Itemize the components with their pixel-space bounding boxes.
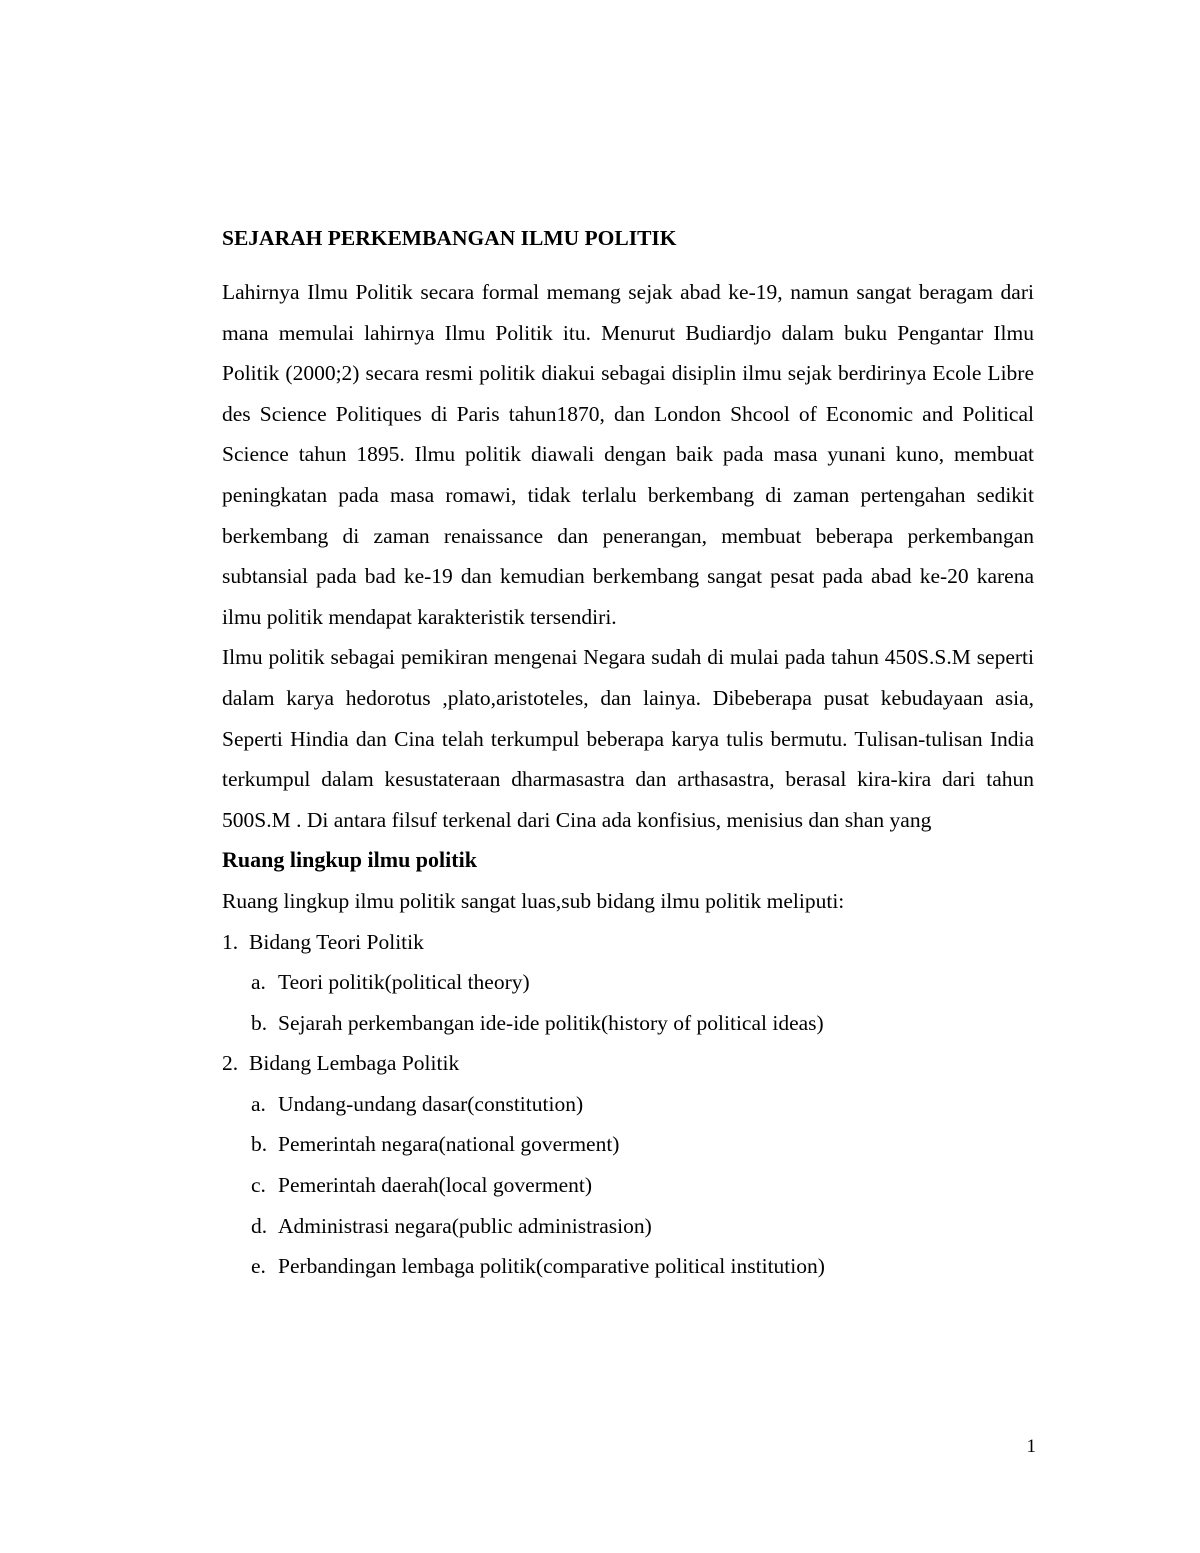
list-item-institutions xyxy=(222,1043,1034,1287)
section-intro: Ruang lingkup ilmu politik sangat luas,sub bidang ilmu politik meliputi: xyxy=(222,888,845,913)
sublist-letter: a. xyxy=(251,970,266,995)
sublist-theory xyxy=(222,962,1034,1043)
sublist-item xyxy=(251,1246,1034,1287)
sublist-item xyxy=(251,1124,1034,1165)
list-item-row xyxy=(222,1043,1034,1084)
list-item-label: Bidang Lembaga Politik xyxy=(249,1051,460,1076)
page-number: 1 xyxy=(1026,1436,1036,1457)
paragraph-thought: Ilmu politik sebagai pemikiran mengenai Negara sudah di mulai pada tahun 450S.S.M seperti dalam karya hedorotus ,plato,aristoteles, dan lainya. Dibeberapa pusat kebudayaan asia, Seperti Hindia dan Cina telah terkumpul beberapa karya tulis bermutu. Tulisan-tulisan India terkumpul dalam kesustateraan dharmasastra dan arthasastra, berasal kira-kira dari tahun 500S.M . Di antara filsuf terkenal dari Cina ada konfisius, menisius dan shan yang xyxy=(222,645,1034,832)
sublist-text: Pemerintah daerah(local goverment) xyxy=(278,1173,592,1198)
sublist-text: Undang-undang dasar(constitution) xyxy=(278,1091,584,1116)
sublist-text: Teori politik(political theory) xyxy=(278,970,530,995)
sublist-text: Pemerintah negara(national goverment) xyxy=(278,1132,620,1157)
sublist-item xyxy=(251,1084,1034,1125)
sublist-item xyxy=(251,962,1034,1003)
list-number: 1. xyxy=(222,929,239,954)
sublist-letter: c. xyxy=(251,1173,266,1198)
list-item-label: Bidang Teori Politik xyxy=(249,929,424,954)
sublist-letter: d. xyxy=(251,1213,268,1238)
sublist-letter: b. xyxy=(251,1132,268,1157)
section-heading: Ruang lingkup ilmu politik xyxy=(222,847,477,873)
document-title: SEJARAH PERKEMBANGAN ILMU POLITIK xyxy=(222,226,677,250)
sublist-text: Perbandingan lembaga politik(comparative political institution) xyxy=(278,1254,825,1279)
subfield-list xyxy=(222,922,1034,1287)
sublist-letter: a. xyxy=(251,1091,266,1116)
sublist-item xyxy=(251,1003,1034,1044)
paragraph-history: Lahirnya Ilmu Politik secara formal memang sejak abad ke-19, namun sangat beragam dari mana memulai lahirnya Ilmu Politik itu. Menurut Budiardjo dalam buku Pengantar Ilmu Politik (2000;2) secara resmi politik diakui sebagai disiplin ilmu sejak berdirinya Ecole Libre des Science Politiques di Paris tahun1870, dan London Shcool of Economic and Political Science tahun 1895. Ilmu politik diawali dengan baik pada masa yunani kuno, membuat peningkatan pada masa romawi, tidak terlalu berkembang di zaman pertengahan sedikit berkembang di zaman renaissance dan penerangan, membuat beberapa perkembangan subtansial pada bad ke-19 dan kemudian berkembang sangat pesat pada abad ke-20 karena ilmu politik mendapat karakteristik tersendiri. xyxy=(222,280,1034,629)
sublist-letter: b. xyxy=(251,1010,268,1035)
list-item-row xyxy=(222,922,1034,963)
sublist-item xyxy=(251,1165,1034,1206)
list-number: 2. xyxy=(222,1051,239,1076)
sublist-institutions xyxy=(222,1084,1034,1287)
sublist-text: Administrasi negara(public administrasion) xyxy=(278,1213,652,1238)
page-content xyxy=(222,222,1034,1287)
sublist-letter: e. xyxy=(251,1254,266,1279)
sublist-item xyxy=(251,1206,1034,1247)
sublist-text: Sejarah perkembangan ide-ide politik(history of political ideas) xyxy=(278,1010,824,1035)
list-item-theory xyxy=(222,922,1034,1044)
